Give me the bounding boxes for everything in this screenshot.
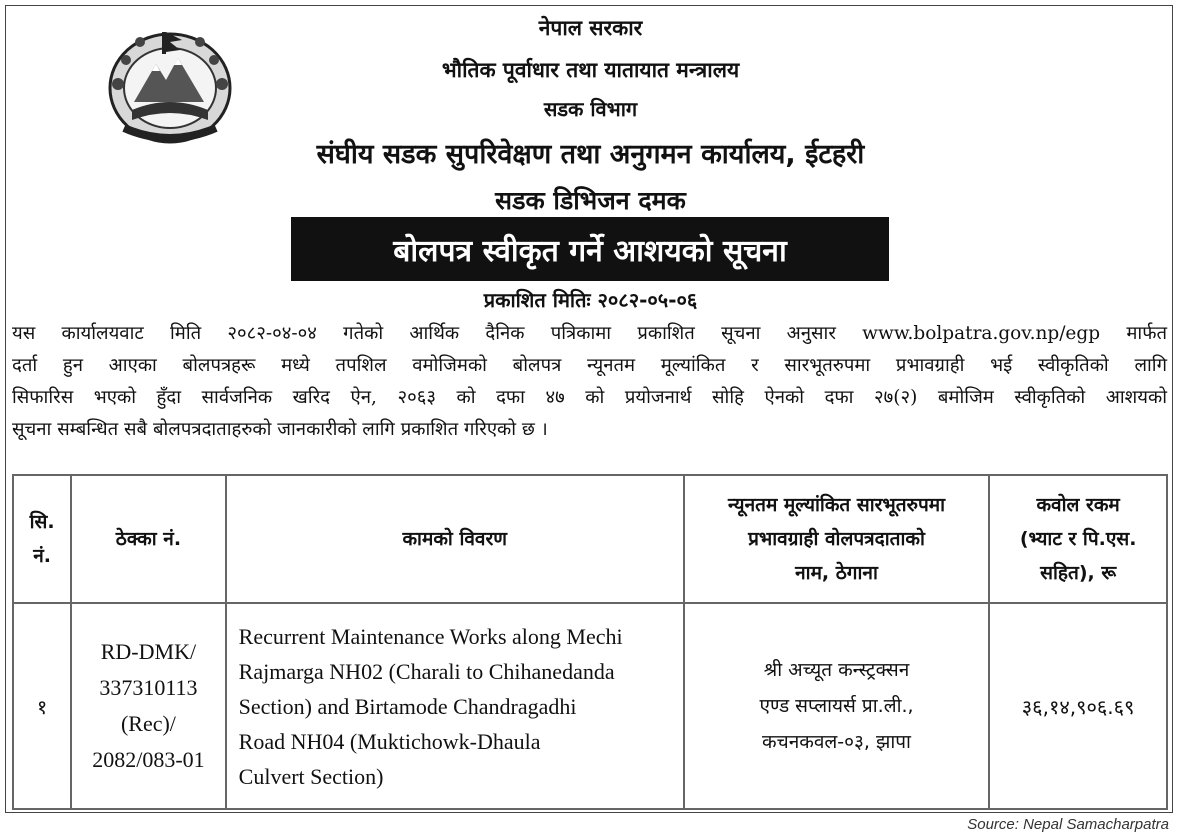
header-contract-number: ठेक्का नं. xyxy=(71,475,225,603)
nepal-government-emblem-icon xyxy=(104,24,236,146)
table-header-row xyxy=(13,475,1167,603)
header-work-description: कामको विवरण xyxy=(226,475,684,603)
header-bid-amount: कवोल रकम (भ्याट र पि.एस. सहित), रू xyxy=(989,475,1167,603)
cell-serial-number: १ xyxy=(13,603,71,809)
body-line: सिफारिस भएको हुँदा सार्वजनिक खरिद ऐन, २०६३ को दफा ४७ को प्रयोजनार्थ सोहि ऐनको दफा २७(२) बमोजिम स्वीकृतिको आशयको xyxy=(12,387,1167,408)
header-department: सडक विभाग xyxy=(543,97,638,121)
notice-title: बोलपत्र स्वीकृत गर्ने आशयको सूचना xyxy=(393,233,787,269)
source-credit: Source: Nepal Samacharpatra xyxy=(967,816,1169,833)
table-row xyxy=(13,603,1167,809)
header-bidder-name-address: न्यूनतम मूल्यांकित सारभूतरुपमा प्रभावग्राही वोलपत्रदाताको नाम, ठेगाना xyxy=(684,475,989,603)
notice-title-banner xyxy=(291,217,889,281)
header-ministry: भौतिक पूर्वाधार तथा यातायात मन्त्रालय xyxy=(441,58,740,82)
header-office: संघीय सडक सुपरिवेक्षण तथा अनुगमन कार्यालय, ईटहरी xyxy=(316,139,865,170)
header-division: सडक डिभिजन दमक xyxy=(495,186,686,215)
body-line: यस कार्यालयवाट मिति २०८२-०४-०४ गतेको आर्थिक दैनिक पत्रिकामा प्रकाशित सूचना अनुसार www.bolpatra.gov.np/egp मार्फत xyxy=(12,323,1167,344)
published-date: प्रकाशित मितिः २०८२-०५-०६ xyxy=(483,288,698,312)
header-government: नेपाल सरकार xyxy=(538,16,643,40)
notice-body xyxy=(12,318,1167,446)
cell-contract-number: RD-DMK/ 337310113 (Rec)/ 2082/083-01 xyxy=(71,603,225,809)
header-serial-number: सि. नं. xyxy=(13,475,71,603)
body-line: सूचना सम्बन्धित सबै बोलपत्रदाताहरुको जानकारीको लागि प्रकाशित गरिएको छ । xyxy=(12,419,548,440)
body-line: दर्ता हुन आएका बोलपत्रहरू मध्ये तपशिल वमोजिमको बोलपत्र न्यूनतम मूल्यांकित र सारभूतरुपमा प्रभावग्राही भई स्वीकृतिको लागि xyxy=(12,355,1167,376)
tender-table xyxy=(12,474,1168,810)
cell-work-description: Recurrent Maintenance Works along Mechi Rajmarga NH02 (Charali to Chihanedanda Section) and Birtamode Chandragadhi Road NH04 (Muktichowk-Dhaula Culvert Section) xyxy=(226,603,684,809)
cell-bidder-name-address: श्री अच्यूत कन्स्ट्रक्सन एण्ड सप्लायर्स प्रा.ली., कचनकवल-०३, झापा xyxy=(684,603,989,809)
cell-bid-amount: ३६,१४,९०६.६९ xyxy=(989,603,1167,809)
